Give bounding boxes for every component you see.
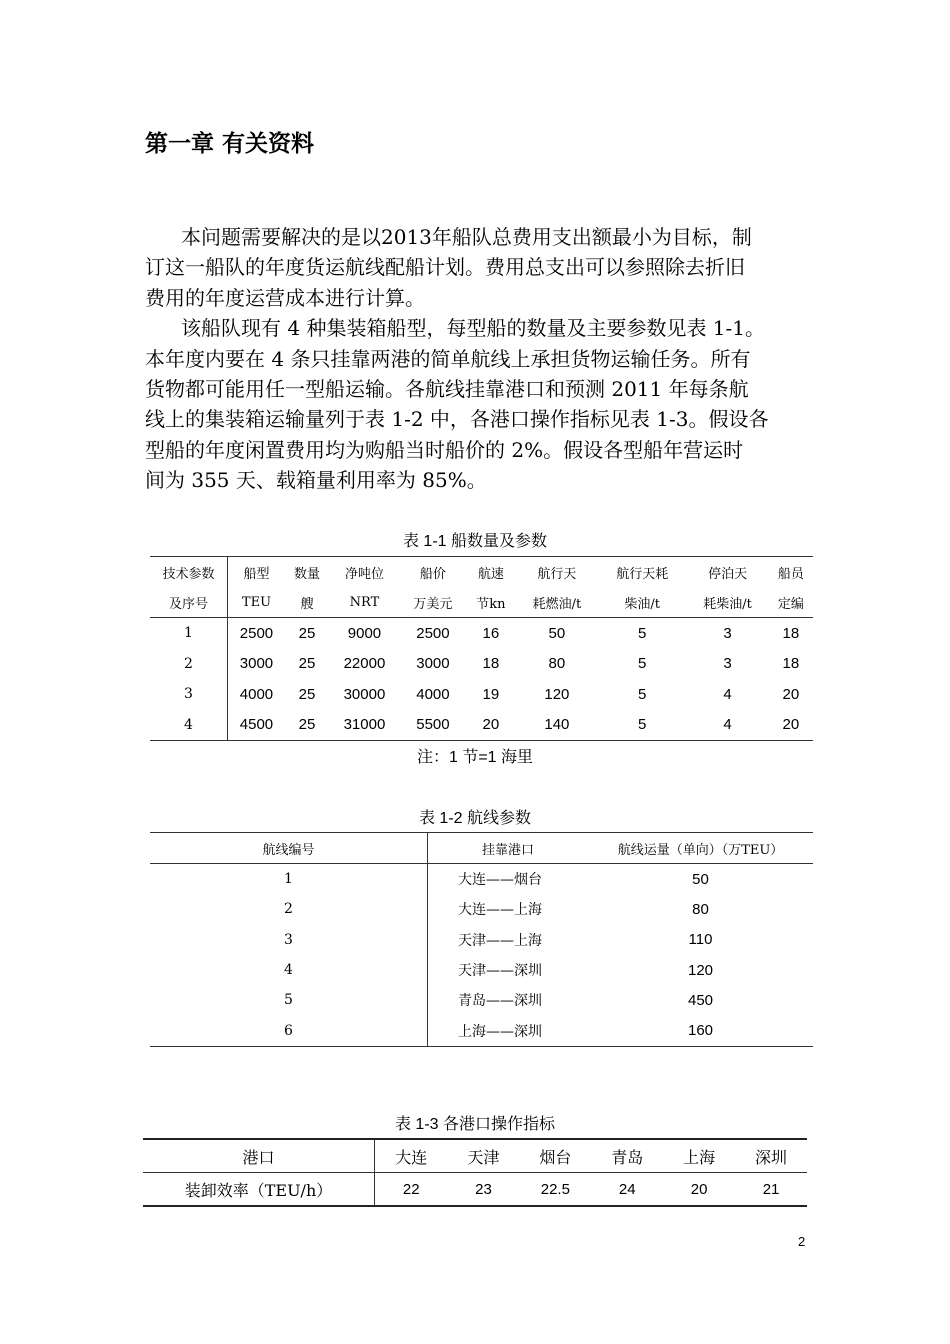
chapter-title: 第一章 有关资料: [145, 130, 315, 157]
table-cell: 装卸效率（TEU/h）: [143, 1173, 375, 1207]
table-cell: 青岛——深圳: [458, 993, 542, 1010]
table-cell: 5: [150, 985, 428, 1015]
table-cell: 大连——上海: [458, 902, 542, 919]
paragraph-line: 线上的集装箱运输量列于表 1-2 中，各港口操作指标见表 1-3。假设各: [145, 407, 769, 432]
header-cell: 船价: [419, 566, 446, 582]
table-cell: 3: [150, 679, 228, 710]
table-cell: 2500: [239, 624, 274, 642]
table-cell: 80: [692, 900, 709, 918]
table-cell: 4000: [239, 685, 274, 703]
table-row: [150, 985, 813, 1015]
header-cell: 节kn: [466, 587, 516, 618]
header-cell: 天津: [448, 1139, 520, 1173]
table-cell: 天津——上海: [458, 932, 542, 949]
table-cell: 50: [692, 870, 709, 888]
header-cell: 航行天耗: [616, 566, 669, 582]
table-cell: 22.5: [540, 1180, 570, 1198]
table-cell: 4000: [416, 685, 450, 703]
table-cell: 110: [688, 931, 713, 949]
header-cell: 艘: [285, 587, 329, 618]
table-cell: 18: [782, 624, 800, 642]
table-cell: 21: [762, 1180, 780, 1198]
route-parameters-table: [150, 832, 813, 1047]
table-cell: 160: [687, 1022, 714, 1040]
table-cell: 2: [150, 649, 228, 680]
header-cell: 万美元: [400, 587, 466, 618]
paragraph-line: 间为 355 天、载箱量利用率为 85%。: [145, 468, 487, 493]
table-cell: 20: [782, 716, 800, 734]
header-cell: 挂靠港口: [428, 833, 589, 864]
table-cell: 5: [638, 716, 647, 734]
header-cell: TEU: [228, 587, 285, 618]
table-cell: 3: [150, 925, 428, 955]
table1-caption: 表 1-1 船数量及参数: [402, 533, 548, 550]
table-cell: 16: [482, 624, 500, 642]
table-row: [150, 864, 813, 895]
table-cell: 80: [548, 655, 566, 673]
table2-caption: 表 1-2 航线参数: [418, 810, 532, 827]
table-row: [150, 894, 813, 924]
table-cell: 25: [298, 624, 316, 642]
table-cell: 9000: [347, 624, 382, 642]
table-cell: 20: [782, 685, 800, 703]
body-paragraphs: [145, 222, 815, 496]
paragraph-line: 本问题需要解决的是以2013年船队总费用支出额最小为目标，制: [181, 225, 752, 249]
table-cell: 25: [298, 655, 316, 673]
table-cell: 30000: [343, 685, 386, 703]
table-cell: 4: [150, 955, 428, 985]
table-cell: 120: [687, 961, 714, 979]
table-cell: 5: [638, 685, 647, 703]
paragraph-line: 订这一船队的年度货运航线配船计划。费用总支出可以参照除去折旧: [145, 255, 745, 280]
table-cell: 2: [150, 894, 428, 924]
header-cell: 深圳: [735, 1139, 807, 1173]
table-row: [150, 679, 813, 710]
table-cell: 20: [690, 1180, 708, 1198]
header-cell: 耗燃油/t: [516, 587, 598, 618]
table3-caption: 表 1-3 各港口操作指标: [394, 1116, 556, 1133]
table-cell: 18: [482, 655, 500, 673]
header-cell: 青岛: [591, 1139, 663, 1173]
table-cell: 23: [475, 1180, 492, 1198]
table-cell: 22: [402, 1180, 420, 1198]
header-cell: 上海: [663, 1139, 735, 1173]
table-cell: 上海——深圳: [458, 1023, 542, 1040]
paragraph-line: 本年度内要在 4 条只挂靠两港的简单航线上承担货物运输任务。所有: [145, 346, 751, 371]
header-cell: 柴油/t: [598, 587, 686, 618]
table-cell: 25: [298, 716, 316, 734]
table-cell: 450: [687, 991, 714, 1009]
table-cell: 22000: [343, 655, 386, 673]
table-cell: 140: [544, 716, 570, 734]
header-cell: 及序号: [150, 587, 228, 618]
table-row: [150, 649, 813, 680]
paragraph-line: 费用的年度运营成本进行计算。: [145, 285, 425, 310]
table-cell: 3000: [239, 655, 274, 673]
table-cell: 1: [150, 864, 428, 895]
ship-parameters-table: [150, 556, 813, 741]
header-cell: 停泊天: [708, 566, 748, 582]
header-cell: 航速: [477, 566, 504, 582]
table-cell: 1: [150, 618, 228, 649]
table-cell: 4: [150, 710, 228, 741]
table-cell: 50: [548, 624, 566, 642]
header-cell: 航线编号: [150, 833, 428, 864]
paragraph-line: 货物都可能用任一型船运输。各航线挂靠港口和预测 2011 年每条航: [145, 377, 749, 402]
table-cell: 大连——烟台: [458, 872, 542, 889]
table-cell: 25: [298, 685, 316, 703]
header-cell: NRT: [329, 587, 400, 618]
table-cell: 天津——深圳: [458, 963, 542, 980]
header-cell: 净吨位: [344, 566, 384, 582]
table-cell: 3: [723, 655, 732, 673]
page-number: 2: [798, 1234, 806, 1249]
table-cell: 4: [723, 685, 732, 703]
header-cell: 大连: [375, 1139, 448, 1173]
paragraph-line: 型船的年度闲置费用均为购船当时船价的 2%。假设各型船年营运时: [145, 437, 744, 462]
table-cell: 2500: [416, 624, 450, 642]
header-cell: 航线运量（单向）（万TEU）: [588, 833, 813, 864]
table-cell: 4500: [239, 716, 274, 734]
table-cell: 20: [482, 716, 500, 734]
table-cell: 19: [482, 685, 500, 703]
header-cell: 定编: [769, 587, 813, 618]
table-cell: 3: [723, 624, 732, 642]
table-row: [150, 710, 813, 741]
header-cell: 技术参数: [150, 557, 228, 588]
table-row: [150, 1015, 813, 1046]
table-cell: 5: [638, 655, 647, 673]
table-cell: 6: [150, 1015, 428, 1046]
table-cell: 5: [638, 624, 647, 642]
table-cell: 18: [782, 655, 800, 673]
header-cell: 烟台: [519, 1139, 591, 1173]
table-cell: 120: [544, 685, 570, 703]
table-cell: 5500: [416, 716, 450, 734]
header-cell: 船型: [243, 566, 270, 582]
port-operations-table: [143, 1138, 807, 1207]
table-cell: 3000: [416, 655, 450, 673]
paragraph-line: 该船队现有 4 种集装箱船型，每型船的数量及主要参数见表 1-1。: [181, 316, 766, 341]
header-cell: 数量: [294, 566, 321, 582]
header-cell: 耗柴油/t: [686, 587, 768, 618]
header-cell: 港口: [143, 1139, 375, 1173]
table-cell: 31000: [343, 716, 386, 734]
table-row: [150, 925, 813, 955]
header-cell: 航行天: [537, 566, 577, 582]
table1-note: 注：1 节=1 海里: [416, 749, 534, 766]
table-cell: 4: [723, 716, 732, 734]
header-cell: 船员: [777, 566, 804, 582]
table-row: [150, 618, 813, 649]
table-cell: 24: [618, 1180, 636, 1198]
table-row: [150, 955, 813, 985]
